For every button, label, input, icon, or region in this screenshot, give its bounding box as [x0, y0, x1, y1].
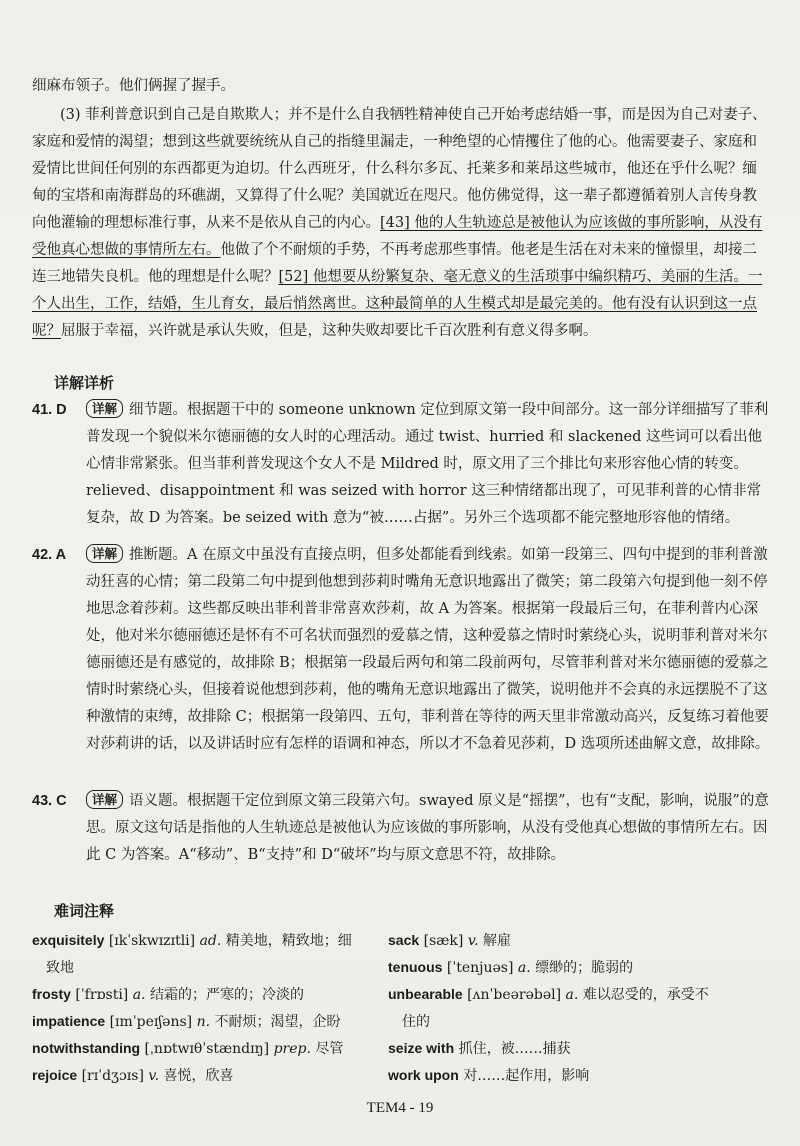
item-type: 细节题。: [129, 402, 188, 418]
item-number: 43. C: [32, 793, 67, 809]
analysis-item-42: [32, 542, 770, 758]
glossary-entry: tenuous [ˈtenjuəs] a. 缥缈的；脆弱的: [388, 959, 634, 976]
item-text: 根据题干定位到原文第三段第六句。swayed 原义是“摇摆”，也有“支配，影响，说服”的意思。原文这句话是指他的人生轨迹总是被他认为应该做的事所影响，从没有受他真心想做的事情所左右。因此 C 为答案。A“移动”、B“支持”和 D“破坏”均与原文意思不符，故排除。: [86, 793, 769, 863]
highlight-43: [43] 他的人生轨迹总是被他认为应该做的事所影响，从没有受他真心想做的事情所左右。: [32, 215, 763, 258]
item-type: 语义题。: [129, 793, 188, 809]
item-number: 41. D: [32, 402, 67, 418]
highlight-c: 一个人出生，工作，结婚，生儿育女，最后悄然离世。这种最简单的人生模式却是最完美的。他有没有认识到这一点呢？: [32, 269, 763, 339]
item-text: 根据题干中的 someone unknown 定位到原文第一段中间部分。这一部分详细描写了菲利普发现一个貌似米尔德丽德的女人时的心理活动。通过 twist、hurried 和 slackened 这些词可以看出他心情非常紧张。但当菲利普发现这个女人不是 Mildred 时，原文用了三个排比句来形容他心情的转变。relieved、disappointment 和 was seized with horror 这三种情绪都出现了，可见菲利普的心情非常复杂，故 D 为答案。be seized with 意为“被……占据”。另外三个选项都不能完整地形容他的情绪。: [86, 402, 769, 526]
glossary-entry: exquisitely [ɪkˈskwɪzɪtli] ad. 精美地，精致地；细 致地: [32, 932, 352, 976]
item-type: 推断题。: [129, 547, 188, 563]
passage-text-b: 他做了个不耐烦的手势，不再考虑那些事情。他老是生活在对未来的憧憬里，却接二连三地错失良机。他的理想是什么呢？: [32, 242, 757, 285]
glossary-entry: notwithstanding [ˌnɒtwɪθˈstændɪŋ] prep. 尽管: [32, 1040, 344, 1057]
page-number: TEM4 - 19: [366, 1100, 434, 1116]
detail-tag-icon: 详解: [86, 544, 123, 563]
detail-tag-icon: 详解: [86, 399, 123, 418]
highlight-52: [52] 他想要从纷繁复杂、毫无意义的生活琐事中编织精巧、美丽的生活。: [278, 269, 748, 285]
passage-line-1: 细麻布领子。他们俩握了握手。: [32, 78, 235, 94]
glossary-entry: rejoice [rɪˈdʒɔɪs] v. 喜悦，欣喜: [32, 1067, 234, 1084]
passage-text-a: (3) 菲利普意识到自己是自欺欺人；并不是什么自我牺牲精神使自己开始考虑结婚一事，而是因为自己对妻子、家庭和爱情的渴望；想到这些就要统统从自己的指缝里漏走，一种绝望的心情攫住了他的心。他需要妻子、家庭和爱情比世间任何别的东西都更为迫切。什么西班牙，什么科尔多瓦、托莱多和莱昂这些城市，他还在乎什么呢？缅甸的宝塔和南海群岛的环礁湖，又算得了什么呢？美国就近在咫尺。他仿佛觉得，这一辈子都遵循着别人言传身教向他灌输的理想标准行事，从来不是依从自己的内心。: [32, 107, 767, 231]
detail-tag-icon: 详解: [86, 790, 123, 809]
analysis-title: 详解详析: [54, 374, 115, 392]
passage-paragraph: [32, 102, 770, 345]
glossary-title: 难词注释: [54, 902, 115, 920]
glossary-entry: work upon 对……起作用，影响: [388, 1067, 590, 1084]
glossary-entry: impatience [ɪmˈpeɪʃəns] n. 不耐烦；渴望，企盼: [32, 1013, 341, 1030]
passage-text-end: 屈服于幸福，兴许就是承认失败，但是，这种失败却要比千百次胜利有意义得多啊。: [61, 323, 598, 339]
analysis-item-43: [32, 788, 770, 869]
analysis-item-41: [32, 397, 770, 532]
glossary-entry: sack [sæk] v. 解雇: [388, 932, 511, 949]
item-text: A 在原文中虽没有直接点明，但多处都能看到线索。如第一段第三、四句中提到的菲利普激动狂喜的心情；第二段第二句中提到他想到莎莉时嘴角无意识地露出了微笑；第二段第六句提到他一刻不停地思念着莎莉。这些都反映出菲利普非常喜欢莎莉，故 A 为答案。根据第一段最后三句，在菲利普内心深处，他对米尔德丽德还是怀有不可名状而强烈的爱慕之情，这种爱慕之情时时萦绕心头，说明菲利普对米尔德丽德还是有感觉的，故排除 B；根据第一段最后两句和第二段前两句，尽管菲利普对米尔德丽德的爱慕之情时时萦绕心头，但接着说他想到莎莉，他的嘴角无意识地露出了微笑，说明他并不会真的永远摆脱不了这种激情的束缚，故排除 C；根据第一段第四、五句，菲利普在等待的两天里非常激动高兴，反复练习着他要对莎莉讲的话，以及讲话时应有怎样的语调和神态，所以才不急着见莎莉，D 选项所述曲解文意，故排除。: [86, 547, 770, 752]
glossary-entry: unbearable [ʌnˈbeərəbəl] a. 难以忍受的，承受不 住的: [388, 986, 709, 1030]
glossary-entry: seize with 抓住，被……捕获: [388, 1040, 571, 1057]
item-number: 42. A: [32, 547, 67, 563]
glossary-entry: frosty [ˈfrɒsti] a. 结霜的；严寒的；冷淡的: [32, 986, 304, 1003]
